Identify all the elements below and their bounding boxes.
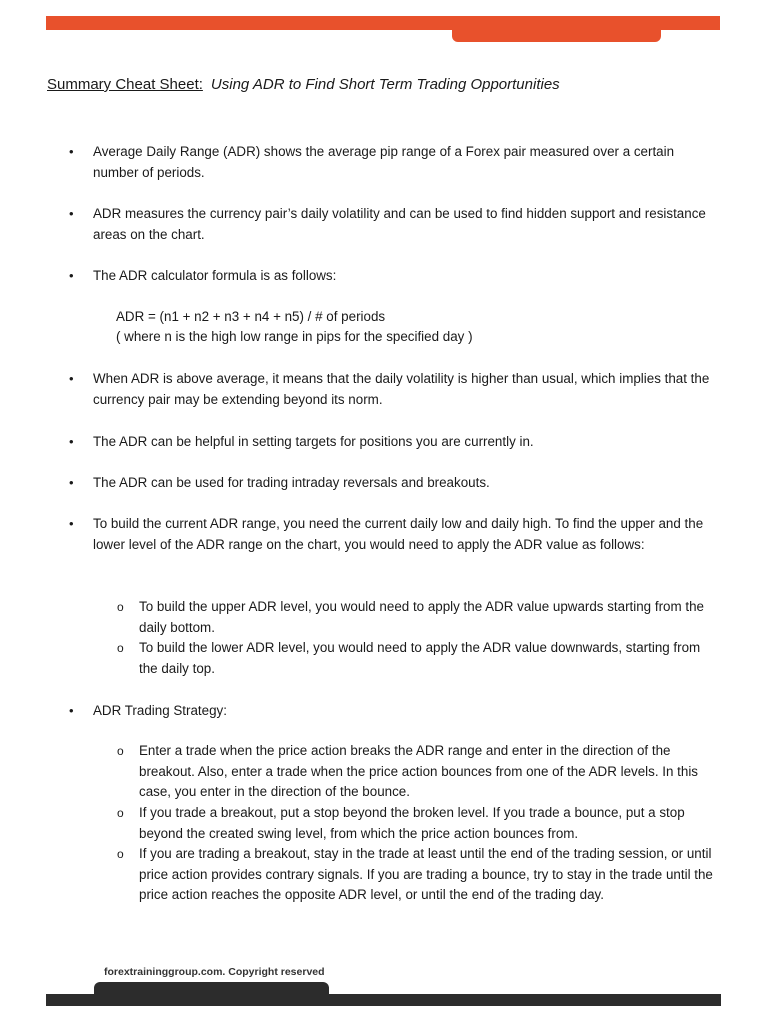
bullet-dot: • <box>69 475 74 490</box>
bullet-dot: • <box>69 516 74 531</box>
sub-list-item <box>117 638 721 679</box>
bullet-text: The ADR can be helpful in setting targets for positions you are currently in. <box>93 434 534 449</box>
bullet-item <box>69 473 713 494</box>
page-title <box>47 76 560 93</box>
sub-list-text: Enter a trade when the price action breaks the ADR range and enter in the direction of the breakout. Also, enter a trade when the price action bounces from one of the ADR levels. In this case, you enter in the direction of the bounce. <box>139 743 699 800</box>
bullet-dot: • <box>69 268 74 283</box>
bullet-dot: • <box>69 144 74 159</box>
sub-bullet-circle: o <box>117 641 124 655</box>
bullet-text: To build the current ADR range, you need the current daily low and daily high. To find the upper and the lower level of the ADR range on the chart, you would need to apply the ADR value as follows: <box>93 516 704 552</box>
bullet-dot: • <box>69 434 74 449</box>
sub-list-item <box>117 597 721 638</box>
sub-list-text: To build the upper ADR level, you would need to apply the ADR value upwards starting from the daily bottom. <box>139 599 704 635</box>
sub-list-item <box>117 844 721 906</box>
formula-note: ( where n is the high low range in pips for the specified day ) <box>116 329 473 344</box>
bullet-text: ADR Trading Strategy: <box>93 703 227 718</box>
footer-bar <box>46 994 721 1006</box>
formula-line: ADR = (n1 + n2 + n3 + n4 + n5) / # of periods <box>116 309 386 324</box>
sub-list-item <box>117 803 721 844</box>
bullet-text: The ADR can be used for trading intraday reversals and breakouts. <box>93 475 490 490</box>
sub-list-text: If you are trading a breakout, stay in the trade at least until the end of the trading session, or until price action provides contrary signals. If you are trading a bounce, try to stay in the trade until the price action reaches the opposite ADR level, or until the end of the trading day. <box>139 846 713 903</box>
footer-copyright: forextraininggroup.com. Copyright reserved <box>104 966 325 978</box>
bullet-dot: • <box>69 703 74 718</box>
bullet-item <box>69 701 713 722</box>
header-accent-tab <box>452 26 661 42</box>
bullet-item <box>69 432 713 453</box>
bullet-text: The ADR calculator formula is as follows: <box>93 268 337 283</box>
bullet-dot: • <box>69 206 74 221</box>
bullet-text: Average Daily Range (ADR) shows the average pip range of a Forex pair measured over a certain number of periods. <box>93 144 675 180</box>
sub-bullet-circle: o <box>117 806 124 820</box>
bullet-item <box>69 369 713 410</box>
bullet-dot: • <box>69 371 74 386</box>
bullet-item <box>69 514 713 555</box>
bullet-item <box>69 266 713 287</box>
title-subtitle: Using ADR to Find Short Term Trading Opportunities <box>210 76 560 93</box>
sub-list-item <box>117 741 721 803</box>
sub-bullet-circle: o <box>117 744 124 758</box>
sub-list-text: To build the lower ADR level, you would need to apply the ADR value downwards, starting from the daily top. <box>139 640 701 676</box>
bullet-text: ADR measures the currency pair’s daily volatility and can be used to find hidden support and resistance areas on the chart. <box>93 206 706 242</box>
bullet-text: When ADR is above average, it means that the daily volatility is higher than usual, which implies that the currency pair may be extending beyond its norm. <box>93 371 710 407</box>
bullet-item <box>69 142 713 183</box>
sub-bullet-circle: o <box>117 847 124 861</box>
title-lead: Summary Cheat Sheet: <box>47 76 203 93</box>
bullet-item <box>69 204 713 245</box>
sub-list-text: If you trade a breakout, put a stop beyond the broken level. If you trade a bounce, put a stop beyond the created swing level, from which the price action bounces from. <box>139 805 685 841</box>
sub-bullet-circle: o <box>117 600 124 614</box>
